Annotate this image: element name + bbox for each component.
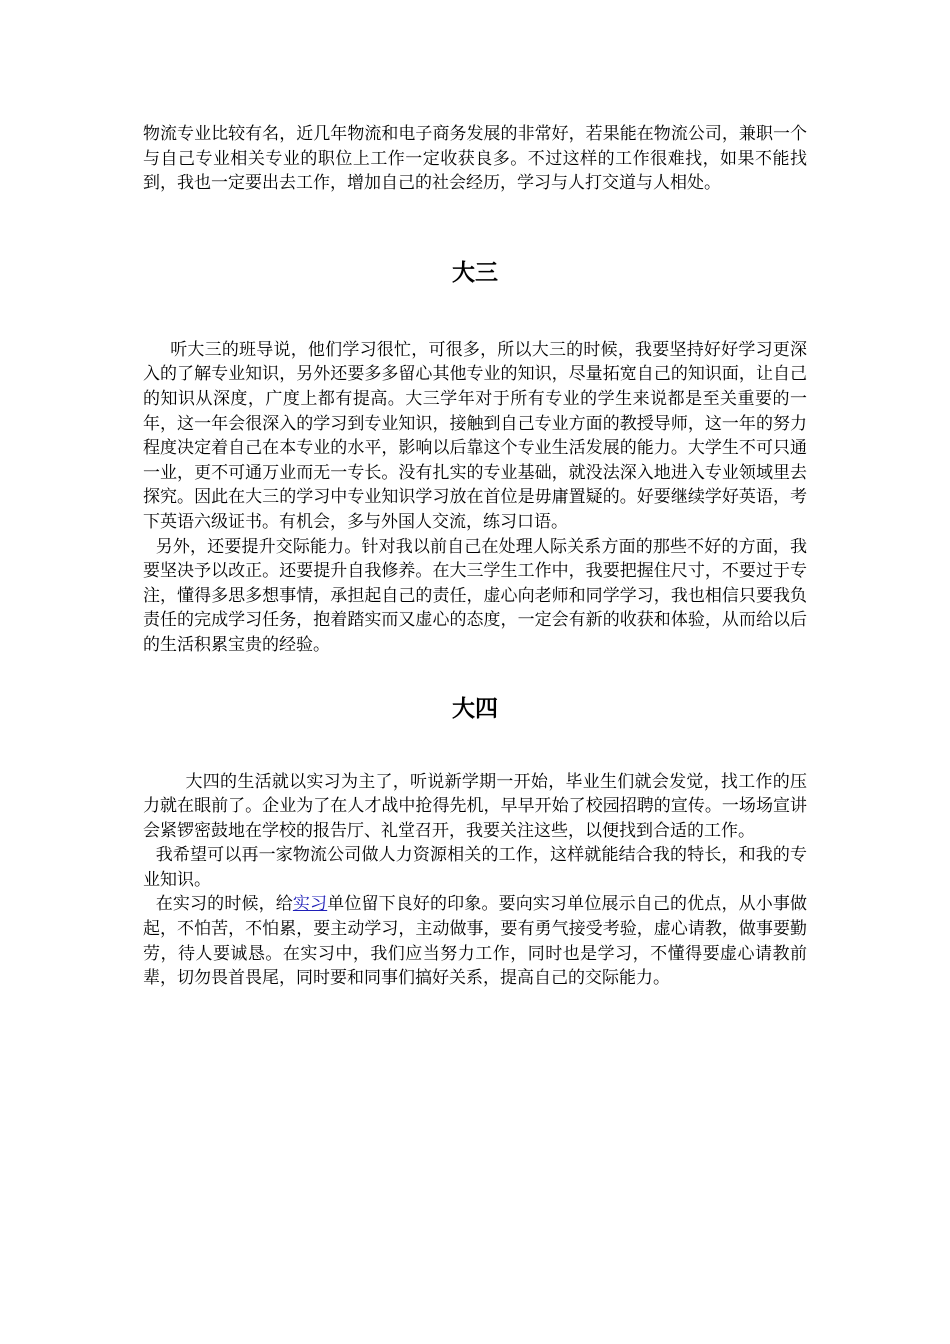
heading-junior-year: 大三 bbox=[452, 259, 498, 286]
senior-year-paragraph-3 bbox=[143, 892, 807, 990]
heading-senior-year: 大四 bbox=[452, 695, 498, 722]
junior-year-paragraph-2: 另外，还要提升交际能力。针对我以前自己在处理人际关系方面的那些不好的方面，我要坚决予以改正。还要提升自我修养。在大三学生工作中，我要把握住尺寸，不要过于专注，懂得多思多想事情，承担起自己的责任，虚心向老师和同学学习，我也相信只要我负责任的完成学习任务，抱着踏实而又虚心的态度，一定会有新的收获和体验，从而给以后的生活积累宝贵的经验。 bbox=[143, 536, 807, 655]
junior-year-paragraph-1: 听大三的班导说，他们学习很忙，可很多，所以大三的时候，我要坚持好好学习更深入的了解专业知识，另外还要多多留心其他专业的知识，尽量拓宽自己的知识面，让自己的知识从深度，广度上都有提高。大三学年对于所有专业的学生来说都是至关重要的一年，这一年会很深入的学习到专业知识，接触到自己专业方面的教授导师，这一年的努力程度决定着自己在本专业的水平，影响以后靠这个专业生活发展的能力。大学生不可只通一业，更不可通万业而无一专长。没有扎实的专业基础，就没法深入地进入专业领域里去探究。因此在大三的学习中专业知识学习放在首位是毋庸置疑的。好要继续学好英语，考下英语六级证书。有机会，多与外国人交流，练习口语。 bbox=[143, 339, 807, 532]
intro-paragraph: 物流专业比较有名，近几年物流和电子商务发展的非常好，若果能在物流公司，兼职一个与自己专业相关专业的职位上工作一定收获良多。不过这样的工作很难找，如果不能找到，我也一定要出去工作，增加自己的社会经历，学习与人打交道与人相处。 bbox=[143, 124, 807, 194]
document-page bbox=[143, 122, 807, 991]
senior-year-paragraph-2: 我希望可以再一家物流公司做人力资源相关的工作，这样就能结合我的特长，和我的专业知识。 bbox=[143, 845, 807, 890]
paragraph-3-lead-text: 在实习的时候，给 bbox=[155, 894, 293, 915]
paragraph-3-rest-text: 单位留下良好的印象。要向实习单位展示自己的优点，从小事做起，不怕苦，不怕累，要主动学习，主动做事，要有勇气接受考验，虚心请教，做事要勤劳，待人要诚恳。在实习中，我们应当努力工作，同时也是学习，不懂得要虚心请教前辈，切勿畏首畏尾，同时要和同事们搞好关系，提高自己的交际能力。 bbox=[143, 894, 808, 989]
senior-year-paragraph-1: 大四的生活就以实习为主了，听说新学期一开始，毕业生们就会发觉，找工作的压力就在眼前了。企业为了在人才战中抢得先机，早早开始了校园招聘的宣传。一场场宣讲会紧锣密鼓地在学校的报告厅、礼堂召开，我要关注这些，以便找到合适的工作。 bbox=[143, 771, 807, 841]
internship-link[interactable]: 实习 bbox=[292, 894, 328, 915]
